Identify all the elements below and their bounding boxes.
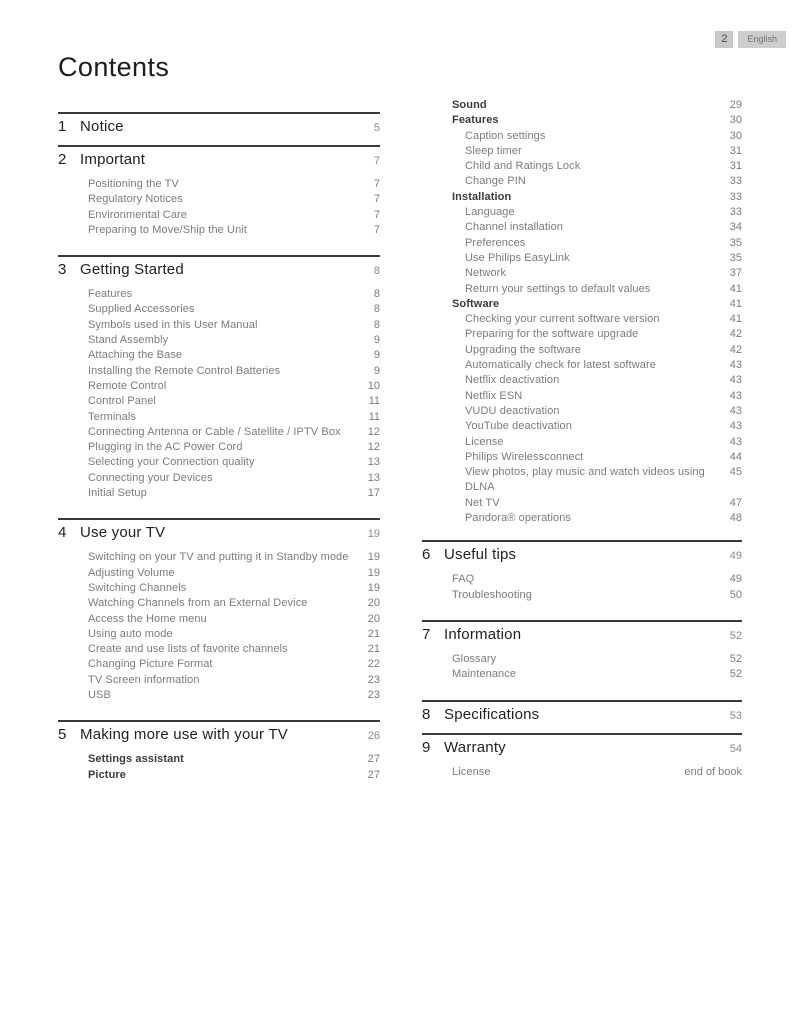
toc-entry-page: 31 xyxy=(729,144,742,157)
toc-entry xyxy=(58,581,380,596)
toc-entry-page: 9 xyxy=(373,349,380,362)
section-page: 26 xyxy=(367,730,380,743)
toc-entry xyxy=(58,425,380,440)
toc-entry-page: 42 xyxy=(729,343,742,356)
toc-section-entries xyxy=(422,762,742,793)
toc-entry xyxy=(58,550,380,565)
toc-entry xyxy=(422,358,742,373)
toc-entry xyxy=(422,113,742,128)
toc-entry-label: Child and Ratings Lock xyxy=(465,160,581,173)
toc-entry-page: 12 xyxy=(367,441,380,454)
toc-entry-label: VUDU deactivation xyxy=(465,404,560,417)
toc-entry-label: YouTube deactivation xyxy=(465,420,572,433)
section-number: 6 xyxy=(422,546,431,564)
toc-entry-page: 35 xyxy=(729,236,742,249)
toc-entry-label: Plugging in the AC Power Cord xyxy=(88,441,243,454)
toc-entry-label: Pandora® operations xyxy=(465,512,572,525)
section-number: 5 xyxy=(58,726,67,744)
page-number-badge: 2 xyxy=(715,31,733,48)
toc-entry xyxy=(422,312,742,327)
toc-section-header xyxy=(58,722,380,749)
section-title: Use your TV xyxy=(80,524,166,542)
toc-entry xyxy=(58,333,380,348)
toc-entry-page: 29 xyxy=(729,99,742,111)
toc-entry-page: 37 xyxy=(729,267,742,280)
toc-entry xyxy=(58,455,380,470)
toc-entry-label: Caption settings xyxy=(465,129,546,142)
toc-entry-label: Connecting Antenna or Cable / Satellite / IPTV Box xyxy=(88,425,341,438)
toc-entry xyxy=(422,297,742,312)
toc-entry xyxy=(58,379,380,394)
toc-entry-label: Maintenance xyxy=(452,668,517,681)
toc-entry-label: Using auto mode xyxy=(88,627,173,640)
toc-entry-label: Create and use lists of favorite channels xyxy=(88,643,288,656)
toc-entry xyxy=(422,327,742,342)
toc-entry-label: Netflix deactivation xyxy=(465,374,560,387)
toc-entry xyxy=(58,566,380,581)
toc-entry-label: Installation xyxy=(452,190,512,203)
section-number: 3 xyxy=(58,261,67,279)
toc-entry-label: Attaching the Base xyxy=(88,349,183,362)
toc-entry xyxy=(58,364,380,379)
section-number: 1 xyxy=(58,118,67,135)
section-page: 54 xyxy=(729,742,742,755)
toc-entry-label: Change PIN xyxy=(465,175,526,188)
toc-entry xyxy=(422,190,742,205)
toc-entry-label: Net TV xyxy=(465,496,500,509)
toc-entry xyxy=(58,177,380,192)
toc-entry-page: 19 xyxy=(367,581,380,594)
toc-entry xyxy=(58,208,380,223)
toc-entry-page: 11 xyxy=(368,395,380,408)
toc-entry xyxy=(422,450,742,465)
toc-entry xyxy=(422,667,742,682)
section-number: 2 xyxy=(58,151,67,168)
toc-entry xyxy=(422,174,742,189)
toc-entry-page: 7 xyxy=(373,178,380,190)
section-number: 9 xyxy=(422,738,431,756)
toc-section-entries xyxy=(422,569,742,616)
section-title: Notice xyxy=(80,118,124,135)
toc-entry-page: 49 xyxy=(729,573,742,586)
toc-entry-label: License xyxy=(452,765,491,778)
toc-entry xyxy=(422,129,742,144)
toc-entry-page: end of book xyxy=(684,765,742,778)
toc-entry-page: 8 xyxy=(373,303,380,316)
toc-entry-page: 9 xyxy=(373,364,380,377)
section-number: 7 xyxy=(422,625,431,643)
section-title: Making more use with your TV xyxy=(80,726,288,744)
section-page: 53 xyxy=(729,709,742,722)
toc-section xyxy=(58,720,380,796)
toc-entry-page: 21 xyxy=(367,627,380,640)
toc-entry xyxy=(58,440,380,455)
toc-entry xyxy=(422,652,742,667)
toc-section-header xyxy=(58,257,380,284)
toc-entry-label: Preparing for the software upgrade xyxy=(465,328,639,341)
toc-entry xyxy=(422,220,742,235)
section-number: 8 xyxy=(422,705,431,723)
toc-entry-page: 52 xyxy=(729,668,742,681)
toc-entry-label: TV Screen information xyxy=(88,673,200,686)
toc-entry-page: 31 xyxy=(729,160,742,173)
section-page: 19 xyxy=(367,528,380,541)
toc-entry-page: 43 xyxy=(729,435,742,448)
toc-entry-page: 30 xyxy=(729,114,742,127)
toc-entry xyxy=(422,588,742,603)
toc-entry-page: 9 xyxy=(373,334,380,347)
section-title: Warranty xyxy=(444,738,506,756)
toc-entry xyxy=(422,511,742,526)
toc-entry xyxy=(422,205,742,220)
section-number: 4 xyxy=(58,524,67,542)
toc-entry-label: Philips Wirelessconnect xyxy=(465,450,584,463)
toc-entry xyxy=(422,98,742,113)
toc-entry-label: Installing the Remote Control Batteries xyxy=(88,364,281,377)
toc-entry xyxy=(422,236,742,251)
toc-entry xyxy=(58,318,380,333)
toc-section xyxy=(58,255,380,514)
toc-entry-label: Adjusting Volume xyxy=(88,566,175,579)
toc-entry-page: 33 xyxy=(729,175,742,188)
toc-entry-page: 47 xyxy=(729,496,742,509)
toc-section-header xyxy=(422,622,742,649)
toc-entry xyxy=(422,373,742,388)
toc-entry-page: 43 xyxy=(729,404,742,417)
toc-section xyxy=(58,112,380,141)
toc-section-entries xyxy=(58,749,380,796)
toc-entry xyxy=(58,627,380,642)
toc-entry-page: 43 xyxy=(729,389,742,402)
toc-entry xyxy=(58,657,380,672)
toc-entry xyxy=(422,251,742,266)
toc-entry-page: 7 xyxy=(373,223,380,236)
toc-entry xyxy=(58,348,380,363)
toc-entry-page: 48 xyxy=(729,512,742,525)
toc-entry-label: Preparing to Move/Ship the Unit xyxy=(88,223,248,236)
toc-entry xyxy=(422,465,742,496)
section-page: 52 xyxy=(729,629,742,642)
toc-entry-label: Picture xyxy=(88,768,126,781)
toc-entry xyxy=(58,642,380,657)
toc-column-right xyxy=(422,92,742,797)
toc-entry xyxy=(58,752,380,767)
toc-entry-label: Use Philips EasyLink xyxy=(465,251,570,264)
section-page: 5 xyxy=(373,122,380,134)
toc-entry-page: 52 xyxy=(729,652,742,665)
toc-entry-page: 43 xyxy=(729,359,742,372)
toc-entry-page: 19 xyxy=(367,566,380,579)
toc-entry-label: Return your settings to default values xyxy=(465,282,651,295)
toc-entry xyxy=(422,435,742,450)
toc-entry-label: Preferences xyxy=(465,236,526,249)
toc-entry-page: 35 xyxy=(729,251,742,264)
toc-section-entries xyxy=(58,284,380,514)
toc-entry-page: 34 xyxy=(729,221,742,234)
toc-entry-label: Sleep timer xyxy=(465,144,522,157)
toc-entry-label: Sound xyxy=(452,99,487,111)
toc-entry-label: License xyxy=(465,435,504,448)
toc-entry-label: Selecting your Connection quality xyxy=(88,456,255,469)
toc-entry xyxy=(422,419,742,434)
toc-section-header xyxy=(422,735,742,762)
toc-entry-label: USB xyxy=(88,689,111,702)
toc-entry-label: Terminals xyxy=(88,410,136,423)
toc-entry-label: FAQ xyxy=(452,573,475,586)
toc-entry-page: 20 xyxy=(367,612,380,625)
toc-entry-label: Control Panel xyxy=(88,395,156,408)
toc-entry-label: Switching Channels xyxy=(88,581,187,594)
toc-entry xyxy=(58,673,380,688)
toc-entry-page: 41 xyxy=(729,282,742,295)
toc-entry-page: 45 xyxy=(729,466,742,479)
toc-entry-label: Software xyxy=(452,297,500,310)
toc-entry-page: 21 xyxy=(367,643,380,656)
toc-entry xyxy=(422,496,742,511)
page-title: Contents xyxy=(58,52,170,82)
toc-entry-page: 43 xyxy=(729,374,742,387)
section-page: 49 xyxy=(729,550,742,563)
toc-entry-label: Language xyxy=(465,206,515,219)
toc-entry-page: 27 xyxy=(367,768,380,781)
toc-entry xyxy=(58,192,380,207)
toc-entry xyxy=(422,343,742,358)
toc-entry-label: Remote Control xyxy=(88,379,167,392)
toc-section-entries xyxy=(422,649,742,696)
toc-entry xyxy=(422,159,742,174)
toc-entry-page: 19 xyxy=(367,551,380,564)
toc-entry xyxy=(422,765,742,780)
toc-entry-page: 23 xyxy=(367,673,380,686)
toc-entry-page: 22 xyxy=(367,658,380,671)
toc-entry-label: Checking your current software version xyxy=(465,313,660,326)
toc-entry-label: Supplied Accessories xyxy=(88,303,195,316)
page-header xyxy=(715,31,786,48)
language-badge: English xyxy=(738,31,786,48)
toc-entry-label: Connecting your Devices xyxy=(88,471,213,484)
toc-entry xyxy=(422,144,742,159)
toc-section-entries xyxy=(58,174,380,251)
section-page: 7 xyxy=(373,155,380,167)
toc-entry-label: Stand Assembly xyxy=(88,334,169,347)
toc-entry-label: Glossary xyxy=(452,652,497,665)
toc-entry-page: 41 xyxy=(729,313,742,326)
toc-section-header xyxy=(58,520,380,547)
toc-entry-label: Regulatory Notices xyxy=(88,193,183,206)
toc-entry-page: 41 xyxy=(729,297,742,310)
toc-entry-page: 7 xyxy=(373,193,380,206)
toc-section-header xyxy=(422,702,742,729)
section-title: Getting Started xyxy=(80,261,184,279)
toc-section5-continuation xyxy=(422,92,742,540)
toc-entry xyxy=(58,768,380,783)
toc-entry-page: 27 xyxy=(367,753,380,766)
toc-section xyxy=(58,518,380,716)
toc-entry xyxy=(422,572,742,587)
toc-entry-page: 13 xyxy=(367,456,380,469)
toc-section xyxy=(422,700,742,729)
toc-section xyxy=(422,620,742,696)
toc-entry xyxy=(58,612,380,627)
toc-entry-page: 13 xyxy=(367,471,380,484)
toc-entry-page: 33 xyxy=(729,206,742,219)
toc-entry-page: 44 xyxy=(729,450,742,463)
toc-entry-label: Initial Setup xyxy=(88,487,147,500)
toc-entry-page: 7 xyxy=(373,208,380,221)
toc-entry-label: Environmental Care xyxy=(88,208,188,221)
section-page: 8 xyxy=(373,265,380,278)
toc-entry xyxy=(422,389,742,404)
toc-entry-label: Access the Home menu xyxy=(88,612,207,625)
toc-section xyxy=(422,540,742,616)
toc-section-header xyxy=(422,542,742,569)
toc-entry-label: Changing Picture Format xyxy=(88,658,213,671)
toc-entry-page: 10 xyxy=(367,379,380,392)
toc-section-header xyxy=(58,147,380,174)
toc-entry-page: 50 xyxy=(729,588,742,601)
toc-entry xyxy=(58,471,380,486)
toc-entry-label: Netflix ESN xyxy=(465,389,523,402)
toc-entry-page: 17 xyxy=(367,487,380,500)
toc-entry-page: 43 xyxy=(729,420,742,433)
toc-entry-page: 33 xyxy=(729,190,742,203)
toc-entry-page: 23 xyxy=(367,689,380,702)
toc-section xyxy=(422,733,742,793)
toc-entry xyxy=(58,410,380,425)
toc-entry-label: Network xyxy=(465,267,507,280)
toc-entry xyxy=(58,223,380,238)
toc-entry-page: 8 xyxy=(373,318,380,331)
toc-entry-label: Symbols used in this User Manual xyxy=(88,318,258,331)
toc-entry xyxy=(58,486,380,501)
toc-section-header xyxy=(58,114,380,141)
toc-entry-label: Switching on your TV and putting it in Standby mode xyxy=(88,551,349,564)
toc-entry-page: 30 xyxy=(729,129,742,142)
toc-entry-label: Troubleshooting xyxy=(452,588,532,601)
toc-entry xyxy=(58,287,380,302)
toc-entry-label: Settings assistant xyxy=(88,753,184,766)
toc-entry-page: 42 xyxy=(729,328,742,341)
section-title: Useful tips xyxy=(444,546,517,564)
toc-entry-label: View photos, play music and watch videos using DLNA xyxy=(465,466,705,494)
toc-entry xyxy=(422,404,742,419)
toc-entry-page: 20 xyxy=(367,597,380,610)
toc-entry-label: Automatically check for latest software xyxy=(465,359,656,372)
toc-entry xyxy=(422,266,742,281)
section-title: Important xyxy=(80,151,146,168)
toc-entry-label: Upgrading the software xyxy=(465,343,581,356)
toc-column-left xyxy=(58,112,380,800)
toc-entry-page: 11 xyxy=(368,410,380,423)
toc-section xyxy=(58,145,380,251)
toc-entry-label: Features xyxy=(452,114,499,127)
toc-entry-page: 8 xyxy=(373,288,380,301)
toc-entry-label: Features xyxy=(88,288,133,301)
toc-entry xyxy=(58,302,380,317)
toc-entry-page: 12 xyxy=(367,425,380,438)
section-title: Information xyxy=(444,625,522,643)
toc-entry-label: Watching Channels from an External Device xyxy=(88,597,308,610)
toc-entry xyxy=(58,688,380,703)
toc-section-entries xyxy=(58,547,380,716)
toc-entry-label: Channel installation xyxy=(465,221,564,234)
toc-entry xyxy=(58,596,380,611)
toc-entry-label: Positioning the TV xyxy=(88,178,179,190)
toc-entry xyxy=(422,282,742,297)
section-title: Specifications xyxy=(444,705,540,723)
toc-entry xyxy=(58,394,380,409)
